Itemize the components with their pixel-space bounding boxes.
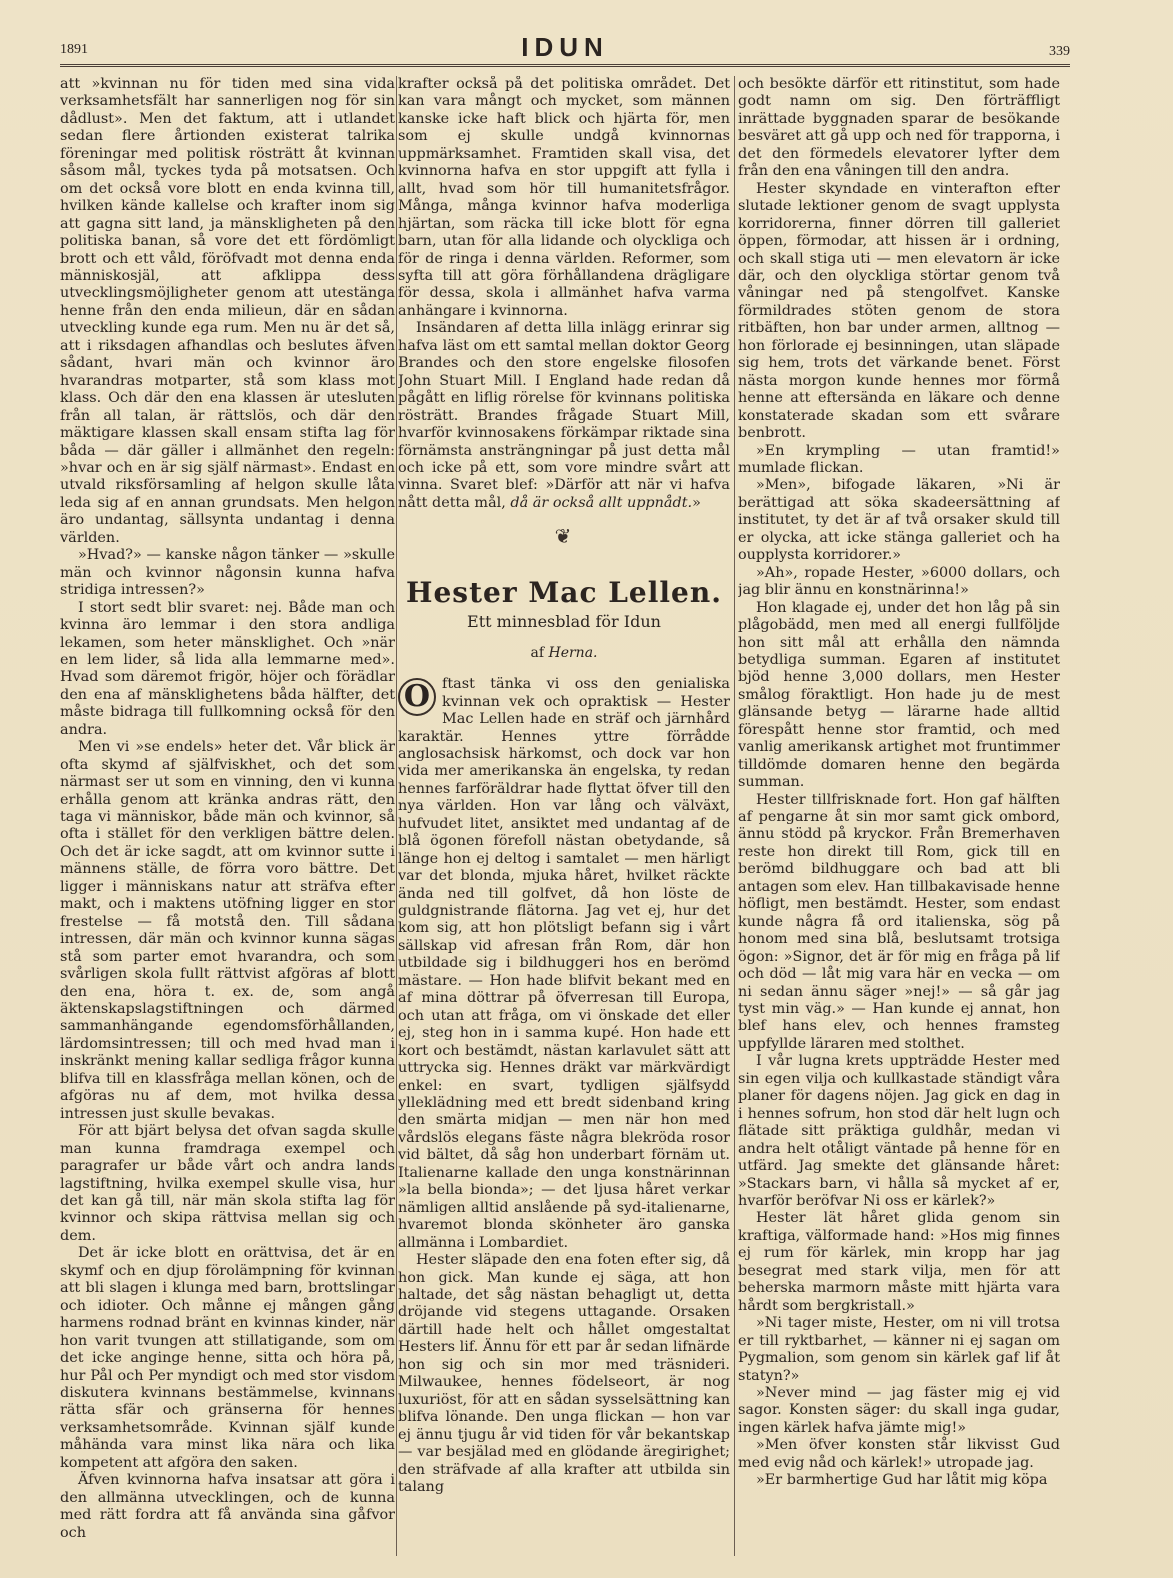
masthead-title: IDUN: [521, 32, 609, 62]
paragraph: »Ah», ropade Hester, »6000 dollars, och jag blir ännu en konstnärinna!»: [738, 564, 1060, 599]
paragraph: att »kvinnan nu för tiden med sina vida verksamhetsfält har sannerligen nog för sin dådlust». Men det faktum, att i utlandet sedan flere årtionden existerat talrika föreningar med politisk rösträtt åt kvinnan såsom mål, tyckes tyda på motsatsen. Och om det också vore blott en enda kvinna till, hvilken kände kallelse och krafter inom sig att gagna sitt land, ja mänskligheten på den politiska banan, så vore det ett fördömligt brott och ett våld, föröfvadt mot denna enda människosjäl, att afklippa dess utvecklingsmöjligheter genom att utestänga henne från den enda milieun, där en sådan utveckling kunde ega rum. Men nu är det så, att i riksdagen afhandlas och beslutes äfven sådant, hvari män och kvinnor äro hvarandras motparter, stå som klass mot klass. Och där den ena klassen är utesluten från all talan, är rättslös, och där den mäktigare klassen skall ensam stifta lag för båda — där gäller i allmänhet den regeln: »hvar och en är sig själf närmast». Endast en utvald riksförsamling af helgon skulle låta leda sig af en annan grundsats. Men helgon äro undantag, sällsynta undantag i denna världen.: [60, 76, 395, 546]
byline-prefix: af: [530, 644, 545, 661]
paragraph: »Hvad?» — kanske någon tänker — »skulle män och kvinnor någonsin kunna hafva stridiga intressen?»: [60, 547, 395, 599]
byline-author: Herna.: [548, 644, 598, 661]
page-header: [60, 30, 1070, 67]
paragraph: krafter också på det politiska området. Det kan vara mångt och mycket, som männen kanske icke haft blick och hjärta för, men som ej skulle undgå kvinnornas uppmärksamhet. Framtiden skall visa, det kvinnorna hafva en stor uppgift att fylla i allt, hvad som hör till humanitetsfrågor. Många, många kvinnor hafva moderliga hjärtan, som räcka till icke blott för egna barn, utan för alla lidande och olyckliga och för de ringa i denna världen. Reformer, som syfta till att göra förhållandena drägligare för dessa, skola i allmänhet hafva varma anhängare i kvinnorna.: [398, 76, 730, 319]
paragraph: Hester tillfrisknade fort. Hon gaf hälften af pengarne åt sin mor samt gick ombord, ännu stödd på kryckor. Från Bremerhaven reste hon direkt till Rom, gick till en berömd bildhuggare och bad att bli antagen som elev. Han tillbakavisade henne höfligt, men bestämdt. Hester, som endast kunde några få ord italienska, sög på honom med sina blå, beslutsamt trotsiga ögon: »Signor, det är för mig en fråga på lif och död — låt mig vara här en vecka — om ni sedan ännu säger »nej!» — så går jag tyst min väg.» — Han kunde ej annat, hon blef hans elev, och hennes framsteg uppfyllde läraren med stolthet.: [738, 791, 1060, 1052]
header-year: 1891: [60, 42, 88, 57]
column-3: [738, 76, 1060, 1556]
paragraph: Äfven kvinnorna hafva insatsar att göra i den allmänna utvecklingen, och de kunna med rätt fordra att få använda sina gåfvor och: [60, 1472, 395, 1541]
text-run: Insändaren af detta lilla inlägg erinrar sig hafva läst om ett samtal mellan doktor Georg Brandes och den store engelske filosofen John Stuart Mill. I England hade redan då pågått en liflig rörelse för kvinnans politiska rösträtt. Brandes frågade Stuart Mill, hvarför kvinnosakens förkämpar riktade sina förnämsta ansträngningar på just detta mål och icke på ett, som vore mindre svårt att vinna. Svaret blef: »Därför att när vi hafva nått detta mål,: [398, 320, 730, 511]
column-divider: [734, 76, 735, 1556]
drop-cap: O: [398, 678, 436, 716]
article-byline: [398, 645, 730, 662]
column-2: [398, 76, 730, 1556]
paragraph: Hester skyndade en vinterafton efter slutade lektioner genom de svagt upplysta korridorerna, finner dörren till galleriet öppen, förmodar, att hissen är i ordning, och skall stiga uti — men elevatorn är icke där, och den olyckliga störtar genom två våningar ned på stengolfvet. Kanske förmildrades stöten genom de stora ritbäften, hon bar under armen, alltnog — hon förlorade ej besinningen, utan släpade sig hem, trots det värkande benet. Först nästa morgon kunde hennes mor förmå henne att eftersända en läkare och denne konstaterade skadan som ett svårare benbrott.: [738, 180, 1060, 442]
paragraph: Hester lät håret glida genom sin kraftiga, välformade hand: »Hos mig finnes ej rum för kärlek, min kropp har jag besegrat med stark vilja, men för att beherska marmorn måste mitt hjärta vara hårdt som bergkristall.»: [738, 1210, 1060, 1314]
paragraph: och besökte därför ett ritinstitut, som hade godt namn om sig. Den förträffligt inrättade byggnaden sparar de besökande besväret att gå upp och ned för trapporna, i det den förmedels elevatorer lyfter dem från den ena våningen till den andra.: [738, 76, 1060, 180]
paragraph: [398, 320, 730, 512]
article-subtitle: Ett minnesblad för Idun: [467, 612, 661, 632]
paragraph: I vår lugna krets uppträdde Hester med sin egen vilja och kullkastade ständigt våra planer för dagens nöjen. Jag gick en dag in i hennes sofrum, hon stod där helt lugn och flätade sitt präktiga guldhår, medan vi andra helt otåligt väntade på henne för en utfärd. Jag smekte det glänsande håret: »Stackars barn, vi hålla så mycket af er, hvarför beröfvar Ni oss er kärlek?»: [738, 1053, 1060, 1209]
text-run: »: [692, 494, 701, 511]
italic-quote: då är också allt uppnådt.: [510, 494, 693, 511]
article-title: Hester Mac Lellen.: [406, 575, 722, 609]
paragraph: »Er barmhertige Gud har låtit mig köpa: [756, 1472, 1048, 1489]
paragraph: Men vi »se endels» heter det. Vår blick är ofta skymd af själfviskhet, och det som närmast ser ut som en vinning, den vi kunna erhålla genom att kränka andras rätt, den taga vi människor, både män och kvinnor, så ofta i stället för den verkligen bättre delen. Och det är icke sagdt, att om kvinnor sutte i männens ställe, de förra voro bättre. Det ligger i människans natur att sträfva efter makt, och i maktens utöfning ligger en stor frestelse — få motstå den. Till sådana intressen, där män och kvinnor kunna sägas stå som parter emot hvarandra, och som svårligen skola fullt rättvist afgöras af blott den ena, höra t. ex. de, som angå äktenskapslagstiftningen och därmed sammanhängande egendomsförhållanden, lärdomsintressen; till och med hvad man i inskränkt mening kallar sedliga frågor kunna blifva till en klassfråga mellan könen, och de afgöras nu af dem, mot hvilka dessa intressen just skulle bevakas.: [60, 739, 395, 1122]
paragraph: Hester släpade den ena foten efter sig, då hon gick. Man kunde ej säga, att hon haltade, det såg nästan behagligt ut, detta dröjande vid stegens uttagande. Orsaken därtill hade helt och hållet omgestaltat Hesters lif. Ännu för ett par år sedan lifnärde hon sig och sin mor med träsnideri. Milwaukee, hennes födelseort, är nog luxuriöst, för att en sådan sysselsättning kan blifva lönande. Den unga flickan — hon var ej ännu tjugu år vid tiden för vår bekantskap — var besjälad med en glödande äregirighet; den sträfvade af alla krafter att utbilda sin talang: [398, 1252, 730, 1495]
ornament-icon: ❦: [554, 524, 574, 549]
paragraph: För att bjärt belysa det ofvan sagda skulle man kunna framdraga exempel och paragrafer ur både vårt och andra lands lagstiftning, hvilka exempel skulle visa, hur det kan gå till, när män skola stifta lag för kvinnor och skipa rättvisa mellan sig och dem.: [60, 1123, 395, 1244]
paragraph: »Men», bifogade läkaren, »Ni är berättigad att söka skadeersättning af institutet, ty det är af två orsaker skuld till er olycka, att icke stänga galleriet och ha oupplysta korridorer.»: [738, 477, 1060, 564]
text-run: ftast tänka vi oss den genialiska kvinnan vek och opraktisk — Hester Mac Lellen hade en sträf och järnhård karaktär. Hennes yttre förrådde anglosachsisk härkomst, och dock var hon vida mer amerikanska än engelska, ty redan hennes farföräldrar hade flyttat öfver till den nya världen. Hon var lång och välväxt, hufvudet litet, ansiktet med undantag af de blå ögonen förefoll nästan obetydande, så länge hon ej deltog i samtalet — men härligt var det blonda, mjuka håret, hvilket räckte ända ned till golfvet, då hon löste de guldgnistrande flätorna. Jag vet ej, hur det kom sig, att hon plötsligt befann sig i vårt sällskap vid afresan från Rom, där hon utbildade sig i bildhuggeri hos en berömd mästare. — Hon hade blifvit bekant med en af mina döttrar på öfverresan till Europa, och utan att fråga, om vi önskade det eller ej, steg hon in i samma kupé. Hon hade ett kort och bestämdt, nästan karlavulet sätt att uttrycka sig. Hennes dräkt var märkvärdigt enkel: en svart, tydligen själfsydd ylleklädning med ett bredt sidenband kring den smärta midjan — men när hon med vårdslös elegans fäste några blekröda rosor vid bältet, då såg hon underbart förnäm ut. Italienarne kallade den unga konstnärinnan »la bella bionda»; — det ljusa håret verkar nämligen alltid anslående på syd-italienarne, hvaremot blonda skönheter äro ganska allmänna i Lombardiet.: [398, 676, 730, 1251]
paragraph: »Never mind — jag fäster mig ej vid sagor. Konsten säger: du skall inga gudar, ingen kärlek hafva jämte mig!»: [738, 1384, 1060, 1436]
paragraph: I stort sedt blir svaret: nej. Både man och kvinna äro lemmar i den stora andliga lekamen, som heter mänsklighet. Och »när en lem lider, så lida alla lemmarne med». Hvad som däremot frigör, höjer och förädlar den ena af mänsklighetens båda hälfter, det måste bidraga till fullkomning också för den andra.: [60, 599, 395, 738]
paragraph: »Men öfver konsten står likvisst Gud med evig nåd och kärlek!» utropade jag.: [738, 1437, 1060, 1471]
paragraph: Det är icke blott en orättvisa, det är en skymf och en djup förolämpning för kvinnan att bli slagen i klunga med barn, brottslingar och idioter. Och månne ej mången gång harmens rodnad bränt en kvinnas kinder, när hon varit tvungen att stillatigande, som om det icke anginge henne, sitta och höra på, hur Pål och Per myndigt och med stor visdom diskutera kvinnans bestämmelse, kvinnans rätta sfär och gränserna för hennes verksamhetsområde. Kvinnan själf kunde måhända vara minst lika nära och lika kompetent att afgöra den saken.: [60, 1245, 395, 1471]
page-number: 339: [1049, 44, 1070, 59]
paragraph: Hon klagade ej, under det hon låg på sin plågobädd, men med all energi fullföljde hon sitt mål att erhålla den nämnda betydliga summan. Egaren af institutet bjöd henne 3,000 dollars, men Hester smålog föraktligt. Hon hade ju de mest glänsande betyg — lärarne hade alltid förespått henne stor framtid, och med vanlig amerikansk artighet mot fruntimmer tilldömde domaren henne den begärda summan.: [738, 599, 1060, 791]
paragraph: »Ni tager miste, Hester, om ni vill trotsa er till ryktbarhet, — känner ni ej sagan om Pygmalion, som genom sin kärlek gaf lif åt statyn?»: [738, 1315, 1060, 1384]
column-divider: [396, 76, 397, 1556]
column-1: [60, 76, 395, 1556]
paragraph: »En krympling — utan framtid!» mumlade flickan.: [738, 442, 1060, 476]
paragraph: [398, 676, 730, 1252]
